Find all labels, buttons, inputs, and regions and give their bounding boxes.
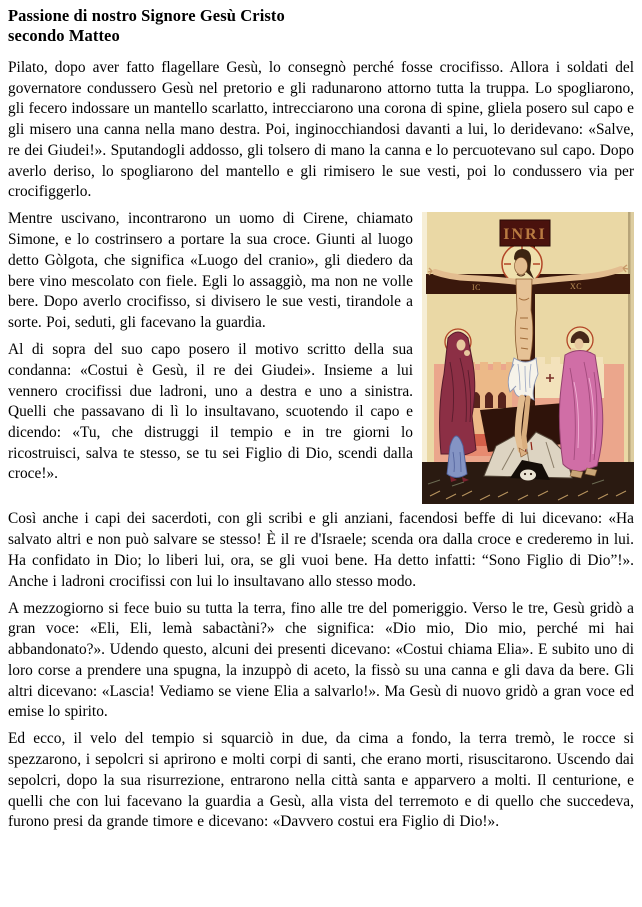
crucifixion-icon-image [422, 212, 634, 504]
inri-inscription: INRI [503, 226, 547, 244]
paragraph-mockery: Così anche i capi dei sacerdoti, con gli scribi e gli anziani, facendosi beffe di lui dicevano: «Ha salvato altri e non può salvare se stesso! È il re d'Israele; scenda ora dalla croce e crederemo in lui. Ha confidato in Dio; lo liberi lui, ora, se gli vuoi bene. Ha detto infatti: “Sono Figlio di Dio”!». Anche i ladroni crocifissi con lui lo insultavano allo stesso modo. [8, 510, 634, 590]
paragraph-simon-golgotha: Mentre uscivano, incontrarono un uomo di Cirene, chiamato Simone, e lo costrinsero a portare la sua croce. Giunti al luogo detto Gòlgota, che significa «Luogo del cranio», gli diedero da bere vino mescolato con fiele. Egli lo assaggiò, ma non ne volle bere. Dopo averlo crocifisso, si divisero le sue vesti, tirandole a sorte. Poi, seduti, gli facevano la guardia. [8, 210, 413, 331]
inri-plaque [500, 220, 550, 246]
paragraph-flagellation: Pilato, dopo aver fatto flagellare Gesù, lo consegnò perché fosse crocifisso. Allora i soldati del governatore condussero Gesù nel pretorio e gli radunarono attorno tutta la truppa. Lo spogliarono, gli fecero indossare un mantello scarlatto, intrecciarono una corona di spine, gliela posero sul capo e gli misero una canna nella mano destra. Poi, inginocchiandosi davanti a lui, lo deridevano: «Salve, re dei Giudei!». Sputandogli addosso, gli tolsero di mano la canna e lo percuotevano sul capo. Dopo averlo deriso, lo spogliarono del mantello e gli rimisero le sue vesti, poi lo condussero via per crocifiggerlo. [8, 59, 634, 201]
xc-inscription: XC [570, 282, 583, 292]
paragraph-earthquake: Ed ecco, il velo del tempio si squarciò in due, da cima a fondo, la terra tremò, le rocce si spezzarono, i sepolcri si aprirono e molti corpi di santi, che erano morti, risuscitarono. Uscendo dai sepolcri, dopo la sua risurrezione, entrarono nella città santa e apparvero a molti. Il centurione, e quelli che con lui facevano la guardia a Gesù, alla vista del terremoto e di quello che succedeva, furono presi da grande timore e dicevano: «Davvero costui era Figlio di Dio!». [8, 730, 634, 831]
page-title [8, 6, 634, 45]
crucifixion-icon [422, 212, 634, 504]
page-title-line1: Passione di nostro Signore Gesù Cristo [8, 6, 285, 25]
ic-inscription: IC [472, 283, 481, 293]
golgotha-skull [520, 470, 536, 481]
paragraph-darkness-death: A mezzogiorno si fece buio su tutta la terra, fino alle tre del pomeriggio. Verso le tre, Gesù gridò a gran voce: «Eli, Eli, lemà sabactàni?» che significa: «Dio mio, Dio mio, perché mi hai abbandonato?». Udendo questo, alcuni dei presenti dicevano: «Costui chiama Elia». E subito uno di loro corse a prendere una spugna, la inzuppò di aceto, la fissò su una canna e gli dava da bere. Gli altri dicevano: «Lascia! Vediamo se viene Elia a salvarlo!». Ma Gesù di nuovo gridò a gran voce ed emise lo spirito. [8, 599, 634, 721]
paragraph-condemnation: Al di sopra del suo capo posero il motivo scritto della sua condanna: «Costui è Gesù, il re dei Giudei». Insieme a lui vennero crocifissi due ladroni, uno a destra e uno a sinistra. Quelli che passavano di lì lo insultavano, scuotendo il capo e dicendo: «Tu, che distruggi il tempio e in tre giorni lo ricostruisci, salva te stesso, se tu sei Figlio di Dio, scendi dalla croce!». [8, 341, 413, 483]
page-title-line2: secondo Matteo [8, 25, 120, 45]
